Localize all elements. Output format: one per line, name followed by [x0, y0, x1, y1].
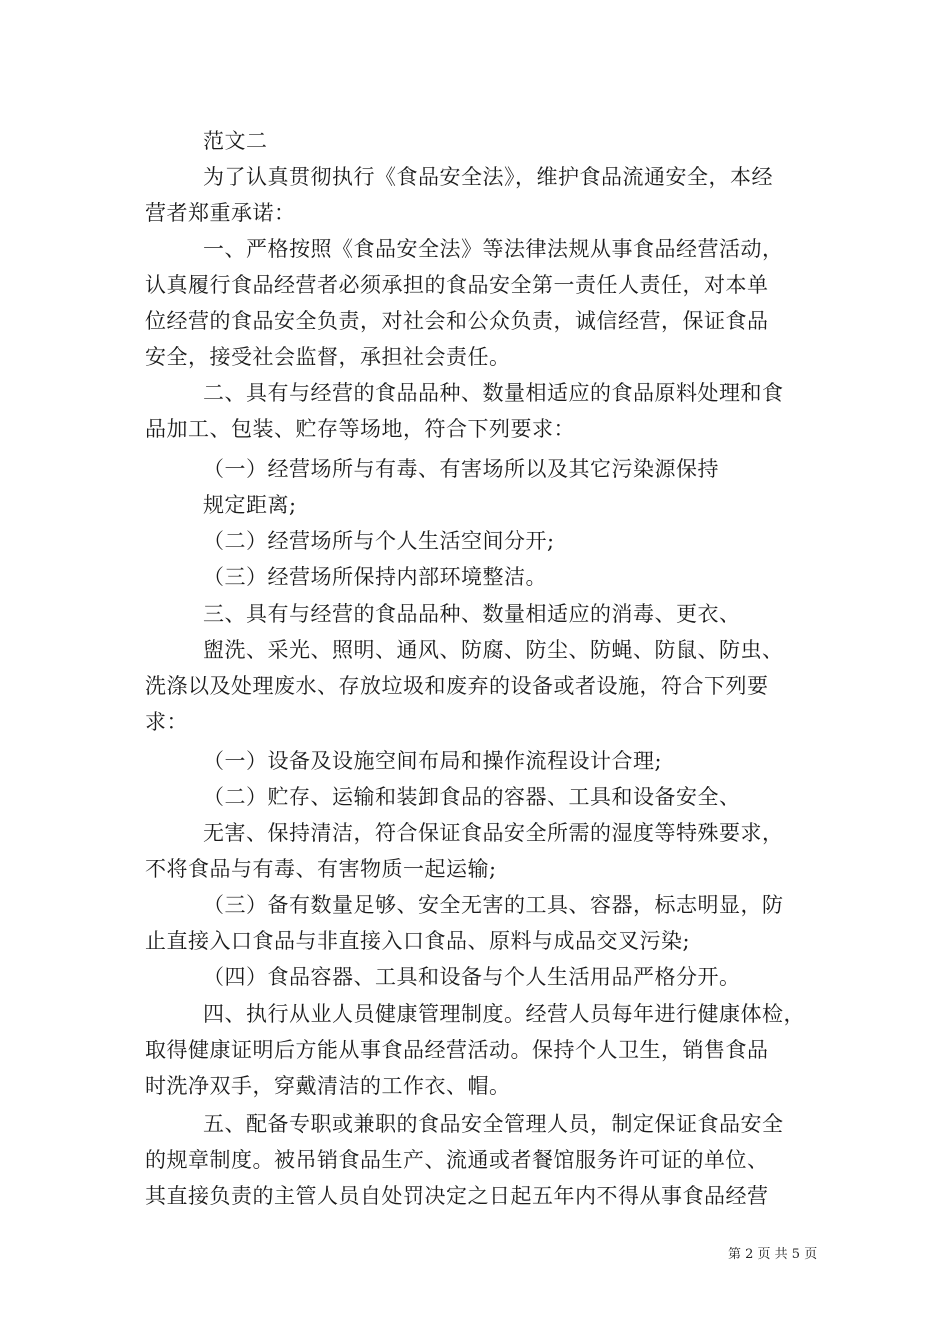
text-line: 为了认真贯彻执行《食品安全法》，维护食品流通安全，本经 [203, 165, 773, 189]
text-line: 的规章制度。被吊销食品生产、流通或者餐馆服务许可证的单位、 [145, 1148, 769, 1172]
page-number: 第 2 页 共 5 页 [728, 1247, 818, 1262]
text-line: 求： [145, 710, 188, 734]
text-line: （二）经营场所与个人生活空间分开; [203, 529, 555, 553]
text-line: 品加工、包装、贮存等场地，符合下列要求： [145, 417, 575, 441]
text-line: 盥洗、采光、照明、通风、防腐、防尘、防蝇、防鼠、防虫、 [203, 638, 784, 662]
text-line: 规定距离; [203, 493, 297, 517]
text-line: 五、配备专职或兼职的食品安全管理人员，制定保证食品安全 [203, 1112, 784, 1136]
text-line: （四）食品容器、工具和设备与个人生活用品严格分开。 [203, 965, 741, 989]
text-line: 时洗净双手，穿戴清洁的工作衣、帽。 [145, 1074, 511, 1098]
text-line: 二、具有与经营的食品品种、数量相适应的食品原料处理和食 [203, 381, 784, 405]
text-line: 认真履行食品经营者必须承担的食品安全第一责任人责任，对本单 [145, 273, 769, 297]
text-line: 洗涤以及处理废水、存放垃圾和废弃的设备或者设施，符合下列要 [145, 674, 769, 698]
text-line: 其直接负责的主管人员自处罚决定之日起五年内不得从事食品经营 [145, 1184, 769, 1208]
text-line: 营者郑重承诺： [145, 201, 296, 225]
text-line: （三）经营场所保持内部环境整洁。 [203, 565, 547, 589]
text-line: 一、严格按照《食品安全法》等法律法规从事食品经营活动， [203, 237, 784, 261]
text-line: （一）经营场所与有毒、有害场所以及其它污染源保持 [203, 457, 719, 481]
text-line: （三）备有数量足够、安全无害的工具、容器，标志明显，防 [203, 893, 784, 917]
text-line: 无害、保持清洁，符合保证食品安全所需的湿度等特殊要求， [203, 821, 784, 845]
text-line: 范文二 [203, 129, 268, 153]
text-line: 三、具有与经营的食品品种、数量相适应的消毒、更衣、 [203, 602, 741, 626]
text-line: 止直接入口食品与非直接入口食品、原料与成品交叉污染; [145, 929, 691, 953]
text-line: 安全，接受社会监督，承担社会责任。 [145, 345, 511, 369]
text-line: 四、执行从业人员健康管理制度。经营人员每年进行健康体检， [203, 1002, 805, 1026]
text-line: （一）设备及设施空间布局和操作流程设计合理; [203, 749, 663, 773]
text-line: 位经营的食品安全负责，对社会和公众负责，诚信经营，保证食品 [145, 309, 769, 333]
text-line: 不将食品与有毒、有害物质一起运输; [145, 857, 497, 881]
text-line: （二）贮存、运输和装卸食品的容器、工具和设备安全、 [203, 785, 741, 809]
text-line: 取得健康证明后方能从事食品经营活动。保持个人卫生，销售食品 [145, 1038, 769, 1062]
